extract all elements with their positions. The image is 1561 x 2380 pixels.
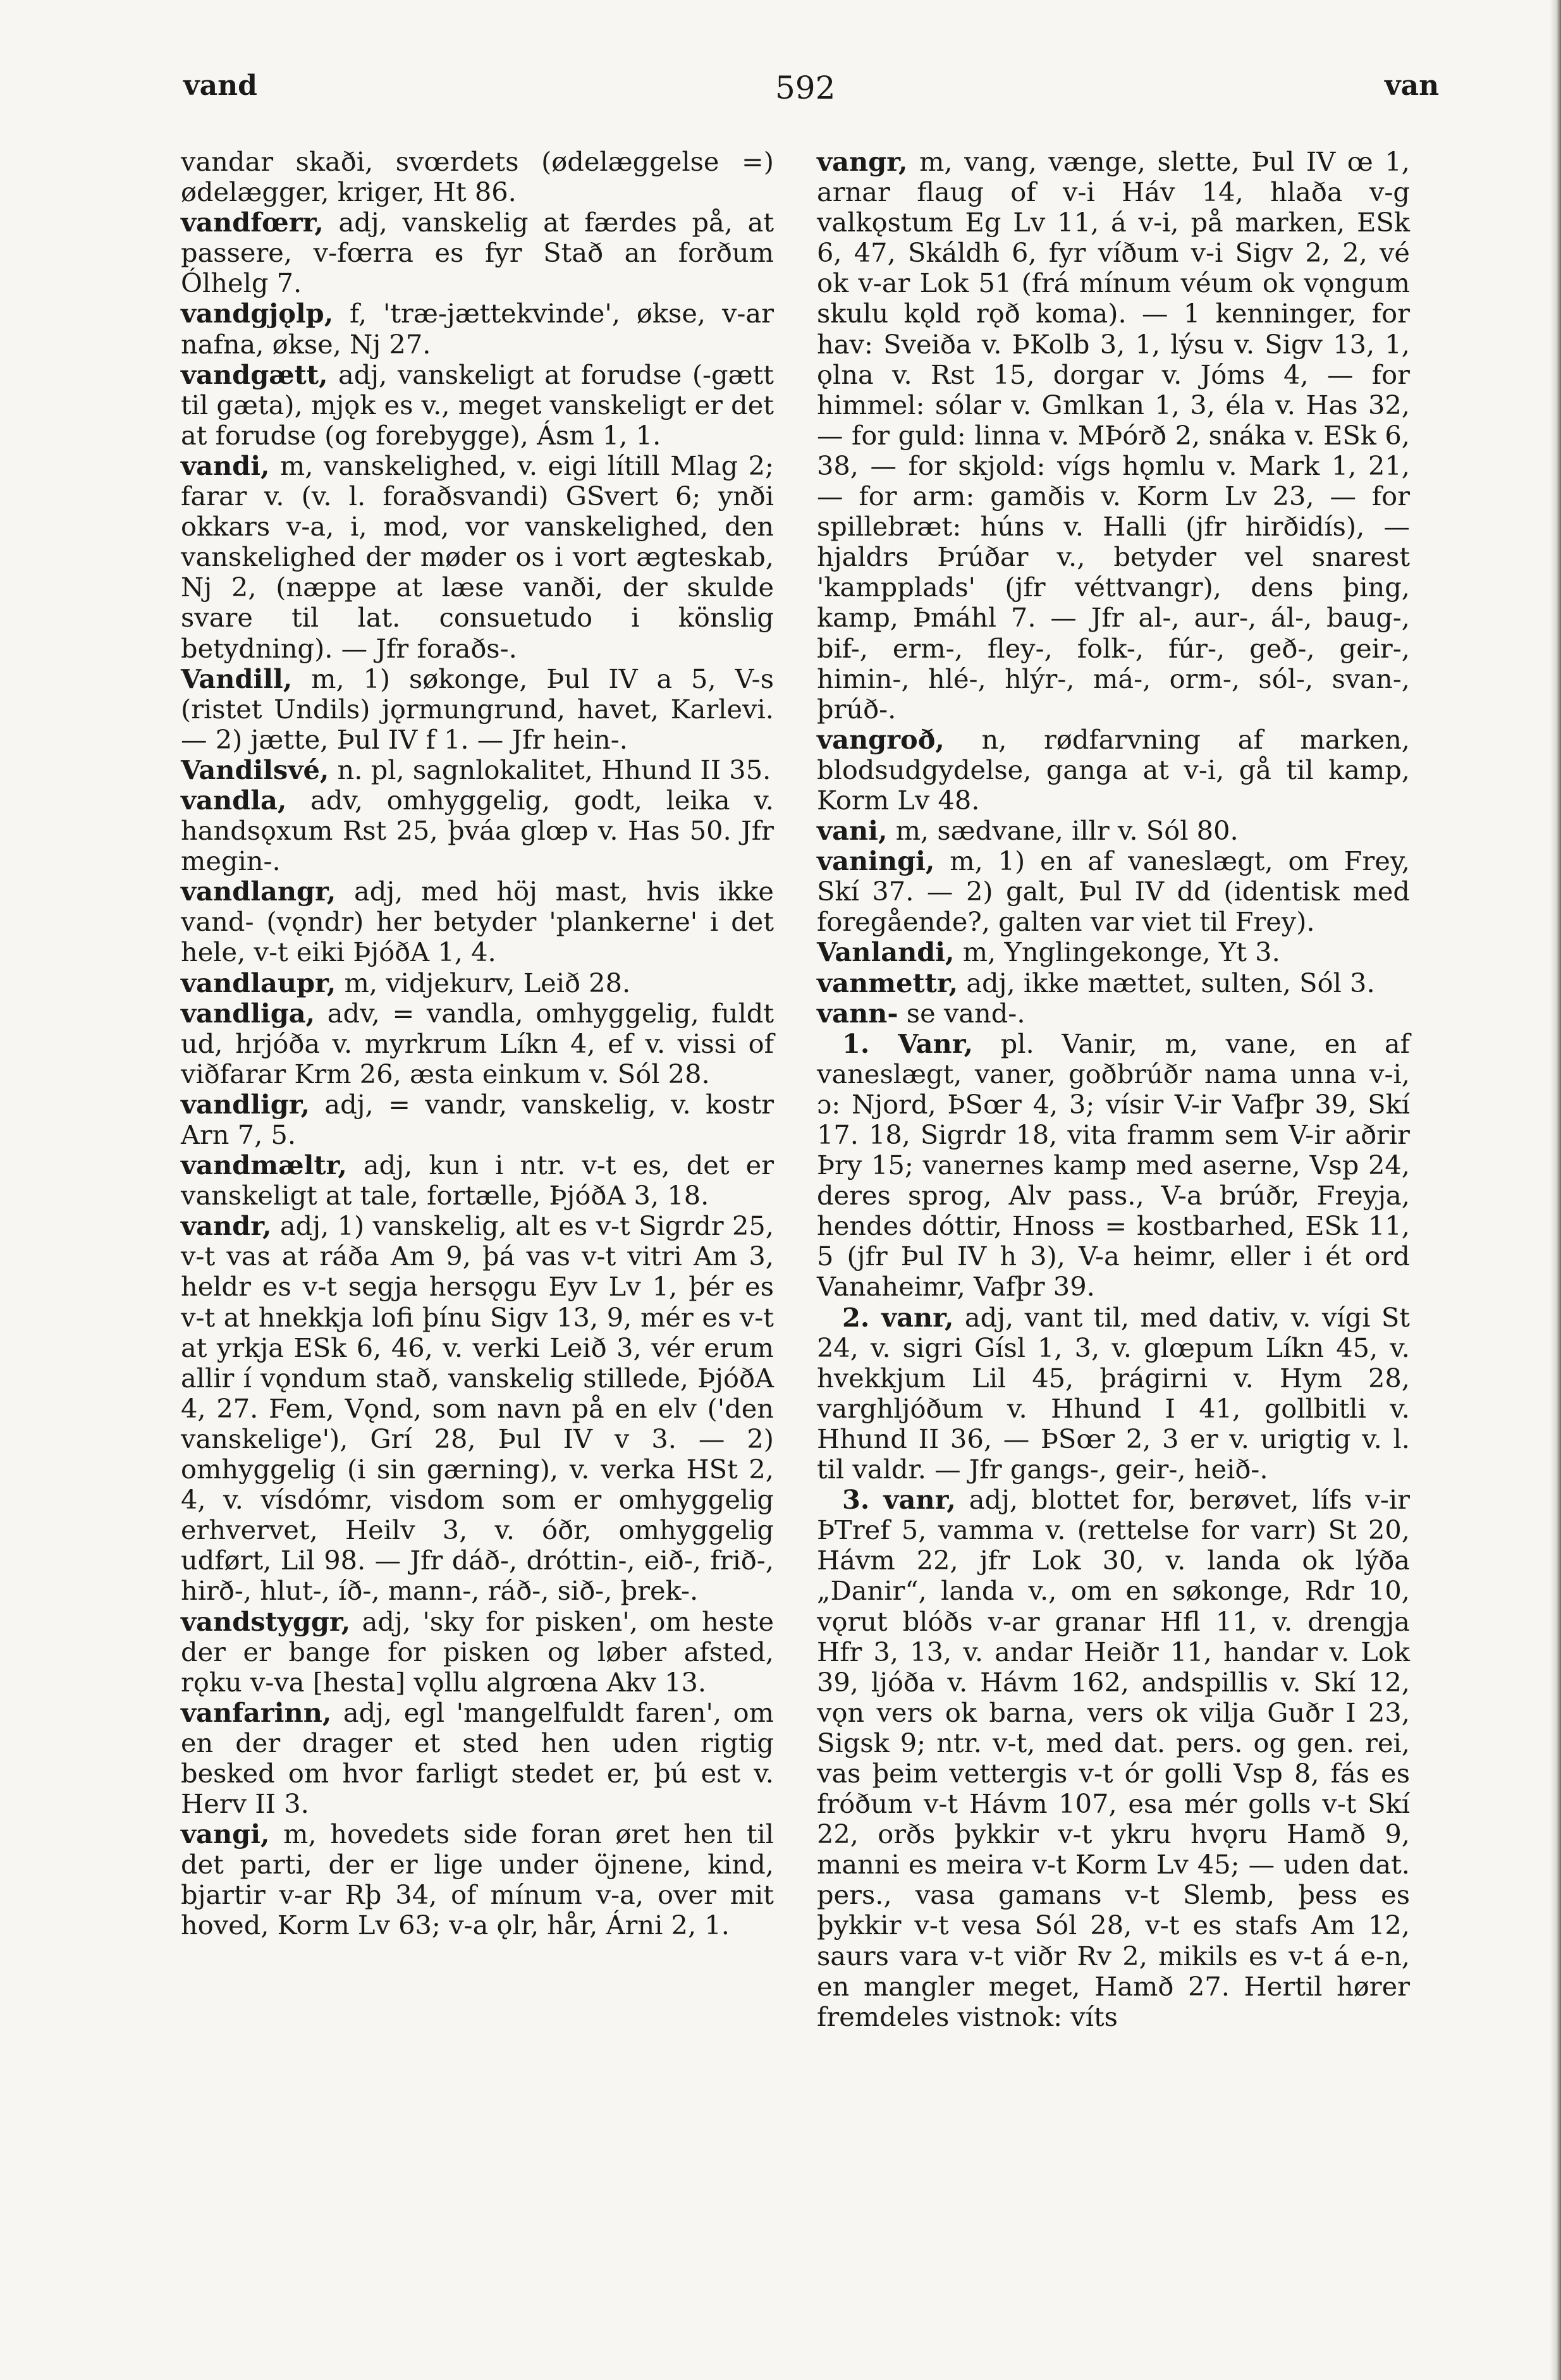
entry-text: m, Ynglingekonge, Yt 3. bbox=[954, 936, 1280, 968]
dictionary-entry bbox=[181, 207, 774, 298]
dictionary-entry bbox=[181, 1211, 774, 1606]
running-head-left: vand bbox=[183, 70, 257, 102]
headword: vandlaupr, bbox=[181, 967, 336, 998]
headword: vanfarinn, bbox=[181, 1696, 332, 1728]
entry-text: adv, = vandla, omhyggelig, fuldt ud, hrjóða v. myrkrum Líkn 4, ef v. vissi of viðfarar Krm 26, æsta einkum v. Sól 28. bbox=[181, 997, 774, 1089]
entry-text: vandar skaði, svœrdets (ødelæggelse =) ødelægger, kriger, Ht 86. bbox=[181, 146, 774, 208]
headword: vandi, bbox=[181, 450, 270, 481]
entry-text: f, 'træ-jættekvinde', økse, v-ar nafna, økse, Nj 27. bbox=[181, 298, 774, 360]
dictionary-entry bbox=[181, 298, 774, 359]
dictionary-entry bbox=[181, 876, 774, 967]
dictionary-entry bbox=[817, 725, 1410, 816]
entry-text: m, hovedets side foran øret hen til det parti, der er lige under öjnene, kind, bjartir v-ar Rþ 34, of mínum v-a, over mit hoved, Korm Lv 63; v-a ǫlr, hår, Árni 2, 1. bbox=[181, 1819, 774, 1941]
entry-text: adj, = vandr, vanskelig, v. kostr Arn 7, 5. bbox=[181, 1088, 774, 1150]
dictionary-entry bbox=[817, 998, 1410, 1029]
dictionary-entry bbox=[181, 755, 774, 785]
page-edge bbox=[1550, 0, 1561, 2380]
entry-text: adj, 'sky for pisken', om heste der er bange for pisken og løber afsted, rǫku v-va [hesta] vǫllu algrœna Akv 13. bbox=[181, 1605, 774, 1698]
headword: vandstyggr, bbox=[181, 1605, 351, 1637]
entry-text: adj, egl 'mangelfuldt faren', om en der drager et sted hen uden rigtig besked om hvor farligt stedet er, þú est v. Herv II 3. bbox=[181, 1696, 774, 1820]
entry-text: adj, vant til, med dativ, v. vígi St 24, v. sigri Gísl 1, 3, v. glœpum Líkn 45, v. hvekkjum Lil 45, þrágirni v. Hym 28, varghljóðum v. Hhund I 41, gollbitli v. Hhund II 36, — ÞSœr 2, 3 er v. urigtig v. l. til valdr. — Jfr gangs-, geir-, heið-. bbox=[817, 1301, 1410, 1485]
dictionary-entry bbox=[181, 1150, 774, 1211]
dictionary-entry bbox=[817, 937, 1410, 967]
dictionary-entry bbox=[181, 451, 774, 664]
headword: vani, bbox=[817, 815, 888, 847]
dictionary-entry bbox=[181, 1089, 774, 1150]
headword: vandmæltr, bbox=[181, 1150, 347, 1181]
headword: vann- bbox=[817, 997, 898, 1029]
headword: vandgætt, bbox=[181, 359, 328, 390]
entry-text: m, sædvane, illr v. Sól 80. bbox=[887, 815, 1239, 847]
running-head-right: van bbox=[1385, 70, 1440, 102]
dictionary-entry bbox=[817, 1029, 1410, 1303]
entry-text: adj, vanskelig at færdes på, at passere, v-fœrra es fyr Stað an forðum Ólhelg 7. bbox=[181, 207, 774, 299]
headword: vangi, bbox=[181, 1819, 270, 1850]
entry-text: se vand-. bbox=[898, 997, 1025, 1029]
entry-text: adv, omhyggelig, godt, leika v. handsǫxum Rst 25, þváa glœp v. Has 50. Jfr megin-. bbox=[181, 784, 774, 877]
headword: Vandill, bbox=[181, 663, 293, 694]
headword: 1. Vanr, bbox=[842, 1027, 973, 1059]
dictionary-entry bbox=[181, 1819, 774, 1941]
entry-text: adj, vanskeligt at forudse (-gætt til gæta), mjǫk es v., meget vanskeligt er det at forudse (og forebygge), Ásm 1, 1. bbox=[181, 359, 774, 451]
headword: vandr, bbox=[181, 1210, 272, 1242]
headword: Vanlandi, bbox=[817, 936, 955, 968]
dictionary-entry bbox=[181, 785, 774, 876]
dictionary-entry bbox=[181, 968, 774, 998]
dictionary-entry bbox=[181, 147, 774, 207]
headword: vandlangr, bbox=[181, 876, 336, 907]
headword: 3. vanr, bbox=[842, 1484, 956, 1516]
dictionary-entry bbox=[181, 360, 774, 451]
dictionary-entry bbox=[181, 998, 774, 1089]
headword: 2. vanr, bbox=[842, 1301, 954, 1333]
headword: Vandilsvé, bbox=[181, 754, 329, 785]
left-column bbox=[181, 147, 774, 1941]
dictionary-entry bbox=[181, 664, 774, 755]
dictionary-entry bbox=[817, 1303, 1410, 1485]
entry-text: m, vidjekurv, Leið 28. bbox=[336, 967, 631, 998]
right-column bbox=[817, 147, 1410, 2032]
entry-text: m, 1) en af vaneslægt, om Frey, Skí 37. — 2) galt, Þul IV dd (identisk med foregående?, galten var viet til Frey). bbox=[817, 845, 1410, 938]
entry-text: m, vanskelighed, v. eigi lítill Mlag 2; farar v. (v. l. foraðsvandi) GSvert 6; ynði okkars v-a, i, mod, vor vanskelighed, den vanskelighed der møder os i vort ægteskab, Nj 2, (næppe at læse vanði, der skulde svare til lat. consuetudo i könslig betydning). — Jfr foraðs-. bbox=[181, 450, 774, 664]
headword: vandligr, bbox=[181, 1088, 310, 1120]
headword: vandliga, bbox=[181, 997, 315, 1029]
dictionary-entry bbox=[181, 1698, 774, 1819]
headword: vandgjǫlp, bbox=[181, 298, 334, 329]
page-number: 592 bbox=[775, 70, 836, 106]
entry-text: n. pl, sagnlokalitet, Hhund II 35. bbox=[329, 754, 771, 785]
entry-text: m, vang, vænge, slette, Þul IV œ 1, arnar flaug of v-i Háv 14, hlaða v-g valkǫstum Eg Lv 11, á v-i, på marken, ESk 6, 47, Skáldh 6, fyr víðum v-i Sigv 2, 2, vé ok v-ar Lok 51 (frá mínum véum ok vǫngum skulu kǫld rǫð koma). — 1 kenninger, for hav: Sveiða v. ÞKolb 3, 1, lýsu v. Sigv 13, 1, ǫlna v. Rst 15, dorgar v. Jóms 4, — for himmel: sólar v. Gmlkan 1, 3, éla v. Has 32, — for guld: linna v. MÞórð 2, snáka v. ESk 6, 38, — for skjold: vígs hǫmlu v. Mark 1, 21, — for arm: gamðis v. Korm Lv 23, — for spillebræt: húns v. Halli (jfr hirðidís), — hjaldrs Þrúðar v., betyder vel snarest 'kampplads' (jfr véttvangr), dens þing, kamp, Þmáhl 7. — Jfr al-, aur-, ál-, baug-, bif-, erm-, fley-, folk-, fúr-, geð-, geir-, himin-, hlé-, hlýr-, má-, orm-, sól-, svan-, þrúð-. bbox=[817, 146, 1410, 725]
dictionary-entry bbox=[181, 1607, 774, 1698]
headword: vandla, bbox=[181, 784, 287, 816]
entry-text: adj, kun i ntr. v-t es, det er vanskeligt at tale, fortælle, ÞjóðA 3, 18. bbox=[181, 1150, 774, 1211]
dictionary-entry bbox=[817, 968, 1410, 998]
headword: vanmettr, bbox=[817, 967, 958, 998]
dictionary-entry bbox=[817, 846, 1410, 937]
dictionary-entry bbox=[817, 816, 1410, 846]
headword: vangroð, bbox=[817, 723, 945, 755]
entry-text: adj, med höj mast, hvis ikke vand- (vǫndr) her betyder 'plankerne' i det hele, v-t eiki ÞjóðA 1, 4. bbox=[181, 876, 774, 968]
dictionary-entry bbox=[817, 147, 1410, 725]
entry-text: adj, blottet for, berøvet, lífs v-ir ÞTref 5, vamma v. (rettelse for varr) St 20, Hávm 22, jfr Lok 30, v. landa ok lýða „Danir“, landa v., om en søkonge, Rdr 10, vǫrut blóðs v-ar granar Hfl 11, v. drengja Hfr 3, 13, v. andar Heiðr 11, handar v. Lok 39, ljóða v. Hávm 162, andspillis v. Skí 12, vǫn vers ok barna, vers ok vilja Guðr I 23, Sigsk 9; ntr. v-t, med dat. pers. og gen. rei, vas þeim vettergis v-t ór golli Vsp 8, fás es fróðum v-t Hávm 107, esa mér golls v-t Skí 22, orðs þykkir v-t ykru hvǫru Hamð 9, manni es meira v-t Korm Lv 45; — uden dat. pers., vasa gamans v-t Slemb, þess es þykkir v-t vesa Sól 28, v-t es stafs Am 12, saurs vara v-t viðr Rv 2, mikils es v-t á e-n, en mangler meget, Hamð 27. Hertil hører fremdeles vistnok: víts bbox=[817, 1484, 1410, 2032]
headword: vangr, bbox=[817, 146, 908, 177]
headword: vaningi, bbox=[817, 845, 935, 877]
headword: vandfœrr, bbox=[181, 207, 324, 238]
entry-text: pl. Vanir, m, vane, en af vaneslægt, vaner, goðbrúðr nama unna v-i, ɔ: Njord, ÞSœr 4, 3; vísir V-ir Vafþr 39, Skí 17. 18, Sigrdr 18, vita framm sem V-ir aðrir Þry 15; vanernes kamp med aserne, Vsp 24, deres sprog, Alv pass., V-a brúðr, Freyja, hendes dóttir, Hnoss = kostbarhed, ESk 11, 5 (jfr Þul IV h 3), V-a heimr, eller i ét ord Vanaheimr, Vafþr 39. bbox=[817, 1027, 1410, 1303]
entry-text: adj, 1) vanskelig, alt es v-t Sigrdr 25, v-t vas at ráða Am 9, þá vas v-t vitri Am 3, heldr es v-t segja hersǫgu Eyv Lv 1, þér es v-t at hnekkja lofi þínu Sigv 13, 9, mér es v-t at yrkja ESk 6, 46, v. verki Leið 3, vér erum allir í vǫndum stað, vanskelig stillede, ÞjóðA 4, 27. Fem, Vǫnd, som navn på en elv ('den vanskelige'), Grí 28, Þul IV v 3. — 2) omhyggelig (i sin gærning), v. verka HSt 2, 4, v. vísdómr, visdom som er omhyggelig erhvervet, Heilv 3, v. óðr, omhyggelig udført, Lil 98. — Jfr dáð-, dróttin-, eið-, frið-, hirð-, hlut-, íð-, mann-, ráð-, sið-, þrek-. bbox=[181, 1210, 774, 1607]
entry-text: m, 1) søkonge, Þul IV a 5, V-s (ristet Undils) jǫrmungrund, havet, Karlevi. — 2) jætte, Þul IV f 1. — Jfr hein-. bbox=[181, 663, 774, 755]
entry-text: n, rødfarvning af marken, blodsudgydelse, ganga at v-i, gå til kamp, Korm Lv 48. bbox=[817, 723, 1410, 816]
dictionary-entry bbox=[817, 1485, 1410, 2032]
entry-text: adj, ikke mættet, sulten, Sól 3. bbox=[958, 967, 1375, 998]
